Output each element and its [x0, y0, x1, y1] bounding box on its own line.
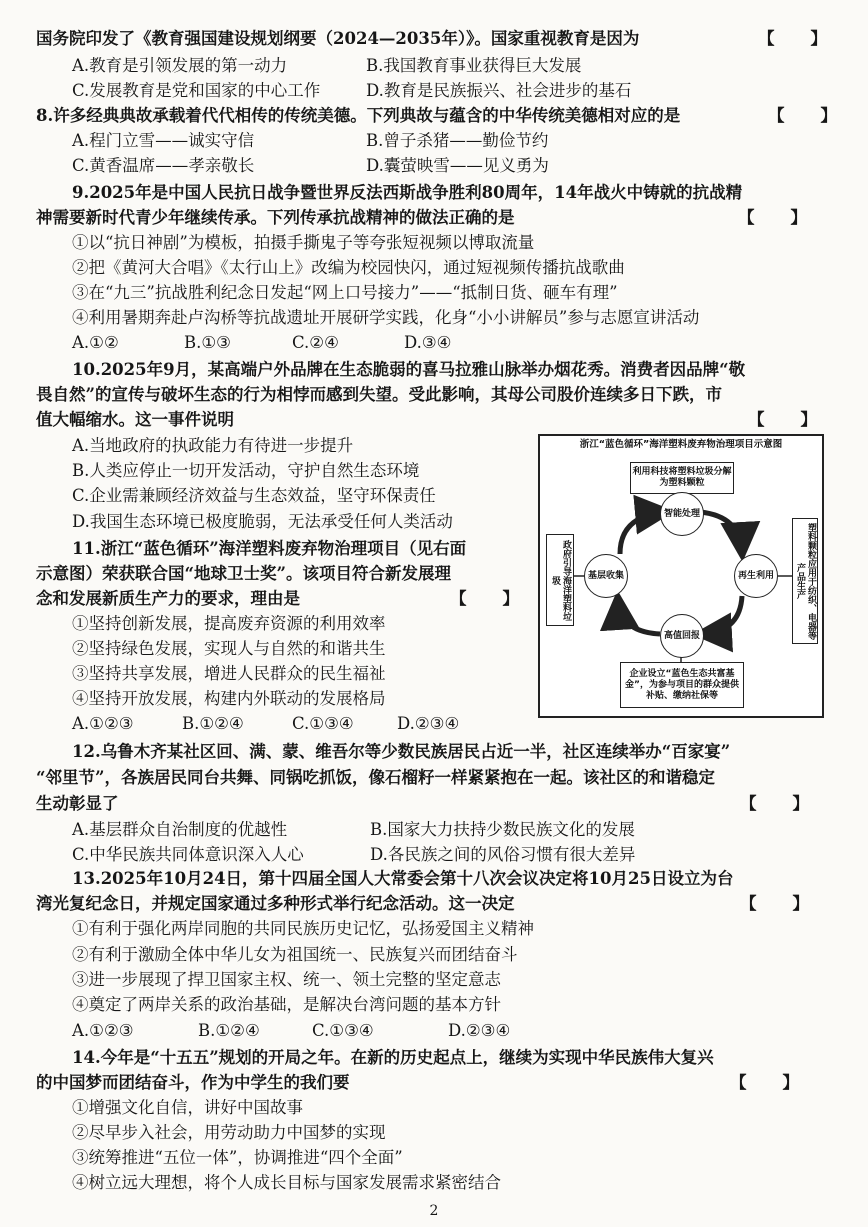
option-b[interactable]: B.①③ — [184, 333, 231, 352]
question-11-stem-line1: 11.浙江“蓝色循环”海洋塑料废弃物治理项目（见右面 — [72, 539, 467, 558]
question-10-stem-line3 — [36, 408, 828, 432]
question-10-stem-line2: 畏自然”的宣传与破坏生态的行为相悖而感到失望。受此影响，其母公司股价连续多日下跌，市 — [36, 385, 722, 404]
question-9-stem-line2 — [36, 206, 828, 230]
statement-4: ④坚持开放发展，构建内外联动的发展格局 — [72, 689, 386, 708]
statement-2: ②坚持绿色发展，实现人与自然的和谐共生 — [72, 639, 386, 658]
option-b[interactable]: B.我国教育事业获得巨大发展 — [366, 56, 582, 75]
node-grassroots-collection: 基层收集 — [584, 554, 628, 598]
option-a[interactable]: A.当地政府的执政能力有待进一步提升 — [72, 436, 354, 455]
question-9-stem-line1 — [72, 181, 828, 205]
option-a[interactable]: A.①②③ — [72, 714, 134, 733]
option-b[interactable]: B.①②④ — [198, 1021, 260, 1040]
option-c[interactable]: C.①③④ — [312, 1021, 374, 1040]
statement-2: ②把《黄河大合唱》《太行山上》改编为校园快闪，通过短视频传播抗战歌曲 — [72, 258, 625, 277]
option-a[interactable]: A.基层群众自治制度的优越性 — [72, 820, 288, 839]
question-11-stem-line2: 示意图）荣获联合国“地球卫士奖”。该项目符合新发展理 — [36, 564, 451, 583]
option-d[interactable]: D.②③④ — [448, 1021, 511, 1040]
statement-3: ③在“九三”抗战胜利纪念日发起“网上口号接力”——“抵制日货、砸车有理” — [72, 283, 618, 302]
question-11-stem-line3 — [36, 587, 528, 611]
option-d[interactable]: D.囊萤映雪——见义勇为 — [366, 156, 549, 175]
option-d[interactable]: D.各民族之间的风俗习惯有很大差异 — [370, 845, 636, 864]
option-b[interactable]: B.曾子杀猪——勤俭节约 — [366, 131, 549, 150]
box-product-application: 塑料颗粒应用于纺织、电器等产品生产 — [792, 518, 818, 644]
option-c[interactable]: C.黄香温席——孝亲敬长 — [72, 156, 255, 175]
answer-bracket[interactable]: 【 】 — [450, 589, 520, 608]
node-smart-processing: 智能处理 — [660, 492, 704, 536]
page-number: 2 — [429, 1203, 439, 1219]
answer-bracket[interactable]: 【 】 — [740, 894, 810, 913]
arrow-process-to-reuse — [700, 512, 742, 552]
option-c[interactable]: C.中华民族共同体意识深入人心 — [72, 845, 304, 864]
statement-3: ③进一步展现了捍卫国家主权、统一、领土完整的坚定意志 — [72, 970, 501, 989]
statement-1: ①坚持创新发展，提高废弃资源的利用效率 — [72, 614, 386, 633]
stem-text: 值大幅缩水。这一事件说明 — [36, 410, 234, 429]
stem-text: 8.许多经典典故承载着代代相传的传统美德。下列典故与蕴含的中华传统美德相对应的是 — [36, 106, 681, 125]
stem-text: 的中国梦而团结奋斗，作为中学生的我们要 — [36, 1073, 350, 1092]
question-10-stem-line1: 10.2025年9月，某高端户外品牌在生态脆弱的喜马拉雅山脉举办烟花秀。消费者因品牌“敬 — [72, 360, 746, 379]
option-d[interactable]: D.②③④ — [397, 714, 460, 733]
question-8-stem — [36, 104, 838, 128]
question-12-stem-line3 — [36, 792, 828, 816]
arrow-return-to-collect — [618, 600, 660, 634]
statement-4: ④树立远大理想，将个人成长目标与国家发展需求紧密结合 — [72, 1173, 501, 1192]
question-14-stem-line2 — [36, 1071, 828, 1095]
box-enterprise-fund: 企业设立“蓝色生态共富基金”，为参与项目的群众提供补贴、缴纳社保等 — [620, 662, 744, 708]
question-13-stem-line2 — [36, 892, 828, 916]
option-a[interactable]: A.程门立雪——诚实守信 — [72, 131, 255, 150]
stem-text: 生动彰显了 — [36, 794, 119, 813]
answer-bracket[interactable]: 【 】 — [768, 106, 838, 125]
stem-text: 湾光复纪念日，并规定国家通过多种形式举行纪念活动。这一决定 — [36, 894, 515, 913]
node-high-value-return: 高值回报 — [660, 614, 704, 658]
statement-3: ③统筹推进“五位一体”，协调推进“四个全面” — [72, 1148, 403, 1167]
answer-bracket[interactable]: 【 】 — [748, 410, 818, 429]
option-d[interactable]: D.我国生态环境已极度脆弱，无法承受任何人类活动 — [72, 512, 453, 531]
option-b[interactable]: B.国家大力扶持少数民族文化的发展 — [370, 820, 635, 839]
question-14-stem-line1: 14.今年是“十五五”规划的开局之年。在新的历史起点上，继续为实现中华民族伟大复兴 — [72, 1048, 714, 1067]
statement-1: ①以“抗日神剧”为模板，拍摄手撕鬼子等夸张短视频以博取流量 — [72, 233, 535, 252]
statement-4: ④利用暑期奔赴卢沟桥等抗战遗址开展研学实践，化身“小小讲解员”参与志愿宣讲活动 — [72, 308, 700, 327]
diagram-title: 浙江“蓝色循环”海洋塑料废弃物治理项目示意图 — [579, 439, 783, 450]
option-a[interactable]: A.①②③ — [72, 1021, 134, 1040]
box-government-guidance: 政府引导海洋塑料垃圾 — [546, 534, 574, 626]
answer-bracket[interactable]: 【 】 — [758, 29, 828, 48]
statement-2: ②有利于激励全体中华儿女为祖国统一、民族复兴而团结奋斗 — [72, 945, 518, 964]
answer-bracket[interactable]: 【 】 — [730, 1073, 800, 1092]
question-12-stem-line1: 12.乌鲁木齐某社区回、满、蒙、维吾尔等少数民族居民占近一半，社区连续举办“百家宴” — [72, 742, 731, 761]
option-d[interactable]: D.③④ — [404, 333, 452, 352]
option-c[interactable]: C.①③④ — [292, 714, 354, 733]
option-c[interactable]: C.企业需兼顾经济效益与生态效益，坚守环保责任 — [72, 486, 436, 505]
statement-4: ④奠定了两岸关系的政治基础，是解决台湾问题的基本方针 — [72, 995, 501, 1014]
statement-1: ①有利于强化两岸同胞的共同民族历史记忆，弘扬爱国主义精神 — [72, 919, 534, 938]
answer-bracket[interactable]: 【 】 — [740, 794, 810, 813]
option-c[interactable]: C.发展教育是党和国家的中心工作 — [72, 81, 321, 100]
stem-text: 国务院印发了《教育强国建设规划纲要（2024—2035年）》。国家重视教育是因为 — [36, 29, 640, 48]
option-a[interactable]: A.教育是引领发展的第一动力 — [72, 56, 288, 75]
option-c[interactable]: C.②④ — [292, 333, 339, 352]
answer-bracket[interactable]: 【 】 — [738, 208, 808, 227]
statement-3: ③坚持共享发展，增进人民群众的民生福祉 — [72, 664, 386, 683]
statement-1: ①增强文化自信，讲好中国故事 — [72, 1098, 303, 1117]
statement-2: ②尽早步入社会，用劳动助力中国梦的实现 — [72, 1123, 386, 1142]
node-recycled-use: 再生利用 — [734, 554, 778, 598]
box-tech-processing: 利用科技将塑料垃圾分解为塑料颗粒 — [630, 462, 734, 494]
stem-text: 神需要新时代青少年继续传承。下列传承抗战精神的做法正确的是 — [36, 208, 515, 227]
option-b[interactable]: B.①②④ — [182, 714, 244, 733]
stem-text: 念和发展新质生产力的要求，理由是 — [36, 589, 300, 608]
arrow-collect-to-process — [620, 512, 665, 554]
question-13-stem-line1: 13.2025年10月24日，第十四届全国人大常委会第十八次会议决定将10月25日设立为台 — [72, 869, 734, 888]
option-b[interactable]: B.人类应停止一切开发活动，守护自然生态环境 — [72, 461, 420, 480]
option-d[interactable]: D.教育是民族振兴、社会进步的基石 — [366, 81, 632, 100]
recycling-diagram — [538, 434, 824, 718]
option-a[interactable]: A.①② — [72, 333, 119, 352]
stem-text: 9.2025年是中国人民抗日战争暨世界反法西斯战争胜利80周年，14年战火中铸就的抗战精 — [72, 183, 743, 202]
question-12-stem-line2: “邻里节”，各族居民同台共舞、同锅吃抓饭，像石榴籽一样紧紧抱在一起。该社区的和谐稳定 — [36, 768, 715, 787]
arrow-reuse-to-return — [702, 596, 742, 634]
question-7-stem — [36, 27, 828, 51]
